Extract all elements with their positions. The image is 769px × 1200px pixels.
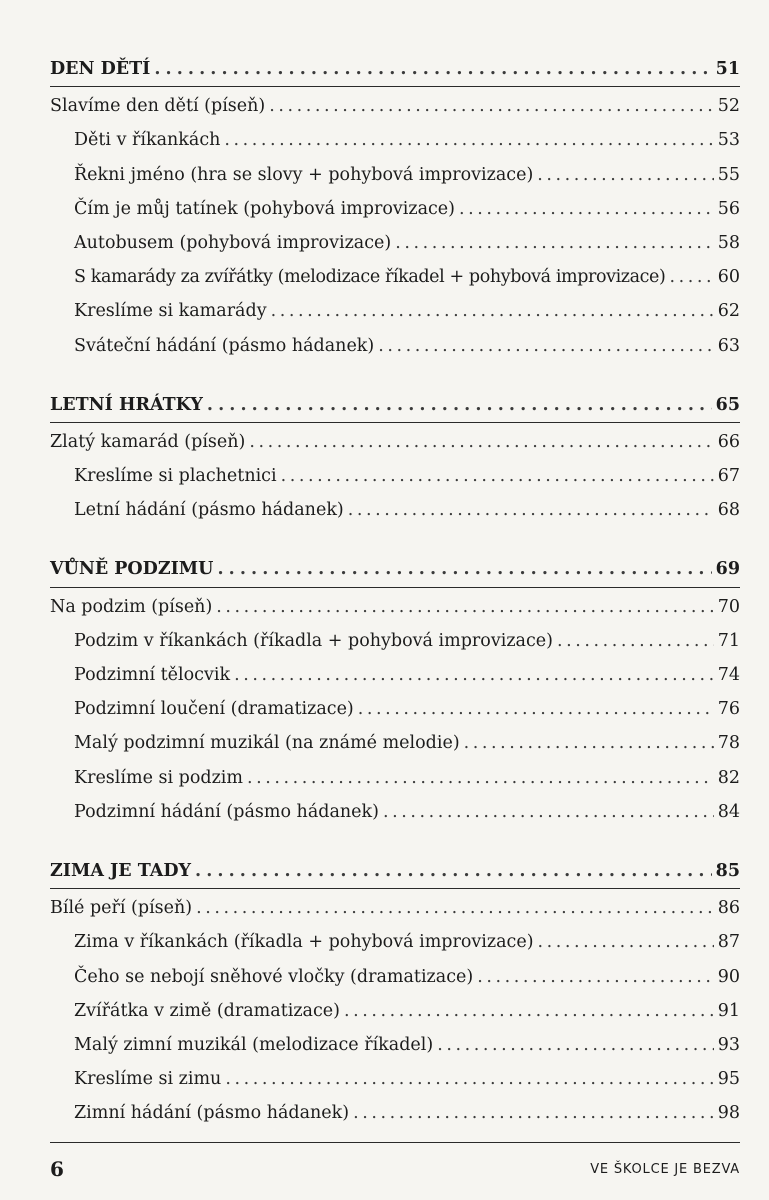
entry-label: Kreslíme si plachetnici	[74, 466, 277, 487]
entry-label: Malý podzimní muzikál (na známé melodie)	[74, 733, 460, 754]
dot-leader	[224, 123, 713, 157]
toc-section	[50, 388, 740, 528]
toc-entry	[50, 795, 740, 829]
entry-label: Malý zimní muzikál (melodizace říkadel)	[74, 1034, 434, 1055]
entry-label: Podzimní loučení (dramatizace)	[74, 699, 354, 720]
section-title: LETNÍ HRÁTKY	[50, 394, 203, 415]
footer-book-title: VE ŠKOLCE JE BEZVA	[590, 1161, 740, 1177]
entry-page: 98	[717, 1103, 740, 1124]
toc-entry	[50, 925, 740, 959]
toc-entry	[50, 960, 740, 994]
entry-page: 87	[717, 932, 740, 953]
section-page: 85	[715, 860, 740, 881]
toc-entry	[50, 658, 740, 692]
dot-leader	[196, 891, 714, 925]
section-page: 51	[715, 59, 740, 79]
dot-leader	[538, 925, 714, 959]
entry-page: 63	[717, 335, 740, 356]
dot-leader	[437, 1028, 714, 1062]
section-title: DEN DĚTÍ	[50, 59, 151, 79]
table-of-contents	[50, 52, 740, 1155]
toc-entry	[50, 891, 740, 925]
section-title: ZIMA JE TADY	[50, 860, 192, 881]
entry-page: 74	[717, 665, 740, 685]
entry-label: Sváteční hádání (pásmo hádanek)	[74, 335, 375, 356]
entry-page: 53	[717, 130, 740, 151]
dot-leader	[348, 493, 714, 527]
toc-entry	[50, 1096, 740, 1130]
entry-label: Na podzim (píseň)	[50, 596, 213, 617]
entry-label: Zimní hádání (pásmo hádanek)	[74, 1103, 350, 1124]
toc-entry	[50, 1028, 740, 1062]
entry-page: 62	[717, 301, 740, 322]
entry-label: Bílé peří (píseň)	[50, 898, 193, 919]
dot-leader	[537, 158, 713, 192]
entry-page: 90	[717, 966, 740, 987]
toc-section	[50, 52, 740, 363]
dot-leader	[378, 329, 713, 363]
entry-label: S kamarády za zvířátky (melodizace říkadel + pohybová improvizace)	[74, 267, 666, 288]
section-page: 69	[715, 559, 740, 580]
dot-leader	[669, 260, 713, 294]
entry-page: 71	[717, 630, 740, 651]
entry-label: Slavíme den dětí (píseň)	[50, 96, 266, 117]
toc-entry	[50, 123, 740, 157]
entry-page: 52	[717, 96, 740, 117]
dot-leader	[207, 388, 712, 422]
toc-entry	[50, 692, 740, 726]
entry-label: Kreslíme si podzim	[74, 767, 243, 788]
entry-page: 55	[717, 164, 740, 185]
toc-entry	[50, 761, 740, 795]
entry-page: 68	[717, 500, 740, 521]
toc-entry	[50, 158, 740, 192]
section-heading	[50, 854, 740, 889]
toc-entry	[50, 726, 740, 760]
dot-leader	[217, 552, 711, 586]
dot-leader	[358, 692, 714, 726]
entry-page: 91	[717, 1000, 740, 1021]
toc-entry	[50, 260, 740, 294]
toc-entry	[50, 294, 740, 328]
dot-leader	[269, 89, 713, 123]
entry-label: Děti v říkankách	[74, 130, 221, 151]
footer-page-number: 6	[50, 1157, 64, 1181]
toc-entry	[50, 226, 740, 260]
dot-leader	[154, 52, 711, 86]
section-title: VŮNĚ PODZIMU	[50, 559, 214, 580]
dot-leader	[281, 459, 714, 493]
entry-label: Letní hádání (pásmo hádanek)	[74, 500, 344, 521]
section-page: 65	[715, 394, 740, 415]
entry-page: 78	[717, 733, 740, 754]
toc-entry	[50, 493, 740, 527]
toc-entry	[50, 192, 740, 226]
entry-label: Čím je můj tatínek (pohybová improvizace)	[74, 198, 455, 219]
entry-label: Podzimní tělocvik	[74, 665, 231, 685]
dot-leader	[195, 854, 712, 888]
entry-label: Zlatý kamarád (píseň)	[50, 431, 246, 452]
page-footer	[50, 1142, 740, 1181]
entry-page: 82	[717, 767, 740, 788]
toc-entry	[50, 1062, 740, 1096]
entry-label: Podzim v říkankách (říkadla + pohybová improvizace)	[74, 630, 553, 651]
dot-leader	[459, 192, 714, 226]
dot-leader	[353, 1096, 714, 1130]
entry-page: 84	[717, 801, 740, 822]
entry-page: 86	[717, 898, 740, 919]
section-heading	[50, 52, 740, 87]
toc-entry	[50, 425, 740, 459]
section-heading	[50, 388, 740, 423]
dot-leader	[234, 658, 714, 692]
toc-entry	[50, 590, 740, 624]
dot-leader	[216, 590, 713, 624]
entry-label: Podzimní hádání (pásmo hádanek)	[74, 801, 379, 822]
dot-leader	[249, 425, 713, 459]
dot-leader	[247, 761, 714, 795]
entry-page: 93	[717, 1034, 740, 1055]
toc-entry	[50, 89, 740, 123]
dot-leader	[344, 994, 714, 1028]
dot-leader	[225, 1062, 713, 1096]
entry-page: 70	[717, 596, 740, 617]
toc-section	[50, 854, 740, 1131]
toc-entry	[50, 624, 740, 658]
entry-page: 58	[717, 232, 740, 253]
dot-leader	[271, 294, 714, 328]
entry-label: Kreslíme si zimu	[74, 1069, 222, 1090]
toc-entry	[50, 994, 740, 1028]
toc-entry	[50, 459, 740, 493]
dot-leader	[383, 795, 714, 829]
toc-entry	[50, 329, 740, 363]
section-heading	[50, 552, 740, 587]
entry-page: 67	[717, 466, 740, 487]
dot-leader	[395, 226, 714, 260]
entry-label: Autobusem (pohybová improvizace)	[74, 232, 392, 253]
entry-page: 60	[717, 267, 740, 288]
entry-label: Zima v říkankách (říkadla + pohybová improvizace)	[74, 932, 534, 953]
entry-label: Čeho se nebojí sněhové vločky (dramatizace)	[74, 966, 474, 987]
entry-page: 66	[717, 431, 740, 452]
dot-leader	[477, 960, 714, 994]
entry-label: Kreslíme si kamarády	[74, 301, 267, 322]
toc-section	[50, 552, 740, 829]
entry-page: 76	[717, 699, 740, 720]
entry-page: 95	[717, 1069, 740, 1090]
dot-leader	[557, 624, 714, 658]
entry-page: 56	[717, 198, 740, 219]
dot-leader	[464, 726, 714, 760]
entry-label: Řekni jméno (hra se slovy + pohybová improvizace)	[74, 164, 534, 185]
entry-label: Zvířátka v zimě (dramatizace)	[74, 1000, 340, 1021]
